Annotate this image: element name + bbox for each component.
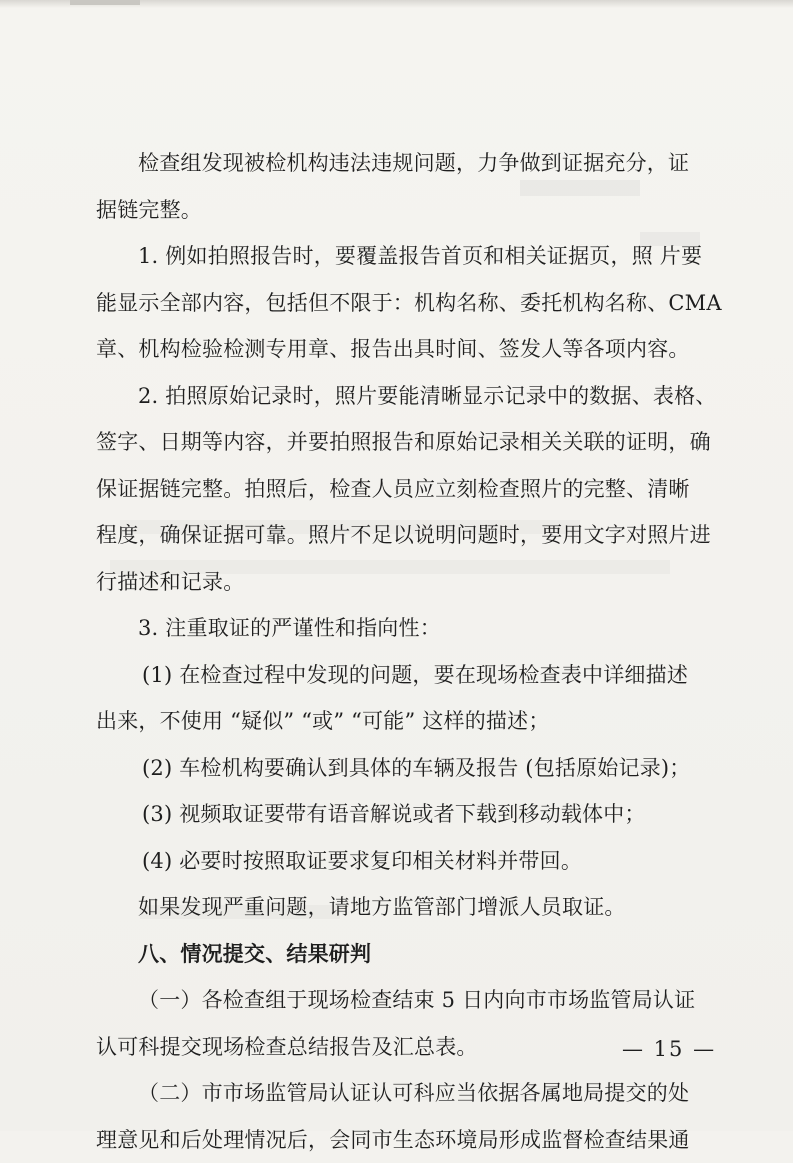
paragraph <box>96 977 700 1070</box>
text-line: 1. 例如拍照报告时，要覆盖报告首页和相关证据页，照 片要 <box>96 233 700 280</box>
text-line: (2) 车检机构要确认到具体的车辆及报告 (包括原始记录)； <box>96 745 700 792</box>
sub-item <box>96 652 700 745</box>
text-line: (4) 必要时按照取证要求复印相关材料并带回。 <box>96 838 700 885</box>
text-line: (1) 在检查过程中发现的问题，要在现场检查表中详细描述 <box>96 652 700 699</box>
text-line: 据链完整。 <box>96 187 700 234</box>
text-line: 3. 注重取证的严谨性和指向性： <box>96 605 700 652</box>
text-line: 程度，确保证据可靠。照片不足以说明问题时，要用文字对照片进 <box>96 512 700 559</box>
text-line: 认可科提交现场检查总结报告及汇总表。 <box>96 1024 700 1071</box>
text-line: 行描述和记录。 <box>96 559 700 606</box>
text-line: 出来，不使用 “疑似” “或” “可能” 这样的描述； <box>96 698 700 745</box>
text-line: (3) 视频取证要带有语音解说或者下载到移动载体中； <box>96 791 700 838</box>
paragraph <box>96 1070 700 1163</box>
text-line: 理意见和后处理情况后，会同市生态环境局形成监督检查结果通 <box>96 1117 700 1163</box>
scan-mark <box>70 0 140 5</box>
text-line: 签字、日期等内容，并要拍照报告和原始记录相关关联的证明，确 <box>96 419 700 466</box>
section-heading <box>96 931 700 978</box>
text-line: 八、情况提交、结果研判 <box>96 931 700 978</box>
text-line: 章、机构检验检测专用章、报告出具时间、签发人等各项内容。 <box>96 326 700 373</box>
sub-item <box>96 745 700 792</box>
paragraph <box>96 140 700 233</box>
sub-item <box>96 791 700 838</box>
text-line: 如果发现严重问题，请地方监管部门增派人员取证。 <box>96 884 700 931</box>
text-line: 2. 拍照原始记录时，照片要能清晰显示记录中的数据、表格、 <box>96 373 700 420</box>
text-line: 检查组发现被检机构违法违规问题，力争做到证据充分，证 <box>96 140 700 187</box>
paragraph <box>96 233 700 373</box>
sub-item <box>96 838 700 885</box>
text-line: 能显示全部内容，包括但不限于：机构名称、委托机构名称、CMA <box>96 280 700 327</box>
text-line: （一）各检查组于现场检查结束 5 日内向市市场监管局认证 <box>96 977 700 1024</box>
text-line: 保证据链完整。拍照后，检查人员应立刻检查照片的完整、清晰 <box>96 466 700 513</box>
document-body <box>96 140 700 1163</box>
text-line: （二）市市场监管局认证认可科应当依据各属地局提交的处 <box>96 1070 700 1117</box>
paragraph <box>96 605 700 652</box>
paragraph <box>96 373 700 606</box>
paragraph <box>96 884 700 931</box>
page-number: — 15 — <box>622 1037 716 1061</box>
